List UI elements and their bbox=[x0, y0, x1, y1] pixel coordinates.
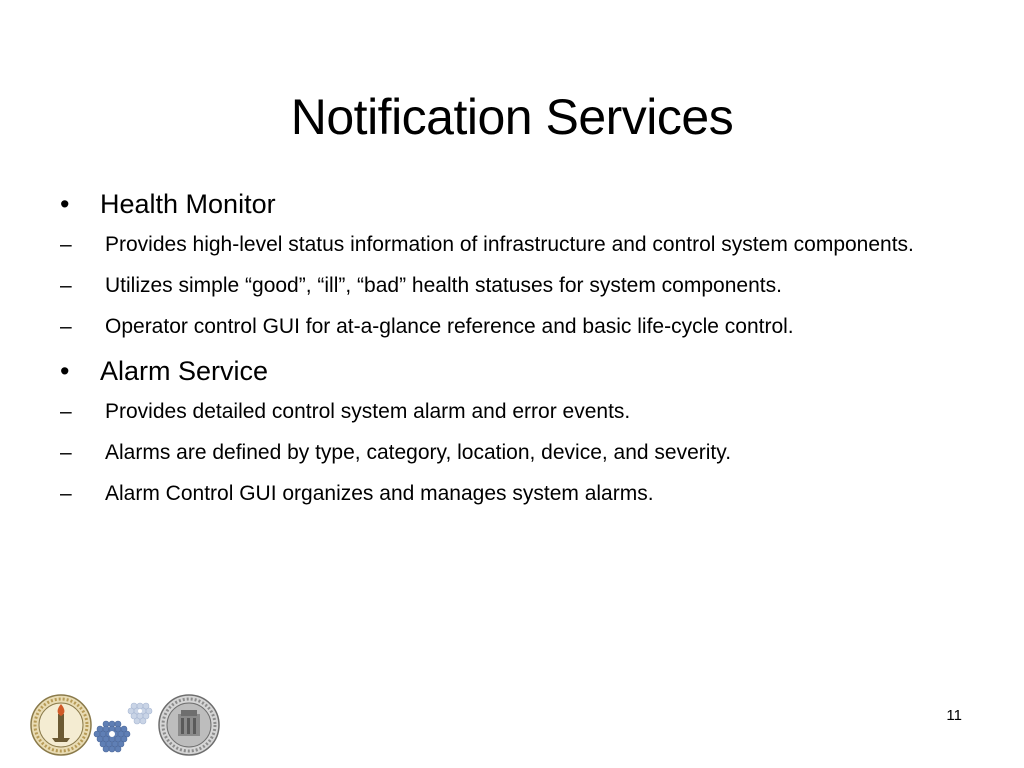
slide-content bbox=[60, 184, 960, 518]
subitem-text: Operator control GUI for at-a-glance reference and basic life-cycle control. bbox=[105, 315, 794, 338]
bullet-text: Health Monitor bbox=[100, 189, 276, 219]
dash-icon: – bbox=[60, 441, 72, 464]
slide-title: Notification Services bbox=[290, 89, 734, 145]
dash-icon: – bbox=[60, 274, 72, 297]
hexagon-mirror-icon bbox=[92, 694, 158, 756]
subitem bbox=[60, 477, 960, 511]
sublist-health-monitor bbox=[60, 228, 960, 344]
dash-icon: – bbox=[60, 315, 72, 338]
subitem bbox=[60, 395, 960, 429]
subitem bbox=[60, 228, 960, 262]
subitem-text: Utilizes simple “good”, “ill”, “bad” health statuses for system components. bbox=[105, 274, 782, 297]
dash-icon: – bbox=[60, 482, 72, 505]
uc-seal-icon bbox=[158, 694, 220, 756]
bullet-icon: • bbox=[60, 356, 70, 386]
subitem bbox=[60, 310, 960, 344]
bullet-icon: • bbox=[60, 189, 70, 219]
caltech-seal-icon bbox=[30, 694, 92, 756]
bullet-health-monitor bbox=[60, 184, 960, 224]
footer-logos bbox=[30, 692, 220, 758]
sublist-alarm-service bbox=[60, 395, 960, 511]
subitem bbox=[60, 436, 960, 470]
page-number: 11 bbox=[946, 707, 962, 724]
bullet-text: Alarm Service bbox=[100, 356, 269, 386]
subitem bbox=[60, 269, 960, 303]
bullet-alarm-service bbox=[60, 351, 960, 391]
subitem-text: Alarm Control GUI organizes and manages system alarms. bbox=[105, 482, 654, 505]
dash-icon: – bbox=[60, 400, 72, 423]
subitem-text: Alarms are defined by type, category, location, device, and severity. bbox=[105, 441, 732, 464]
subitem-text: Provides detailed control system alarm and error events. bbox=[105, 400, 631, 423]
dash-icon: – bbox=[60, 233, 72, 256]
subitem-text: Provides high-level status information of infrastructure and control system components. bbox=[105, 233, 914, 256]
